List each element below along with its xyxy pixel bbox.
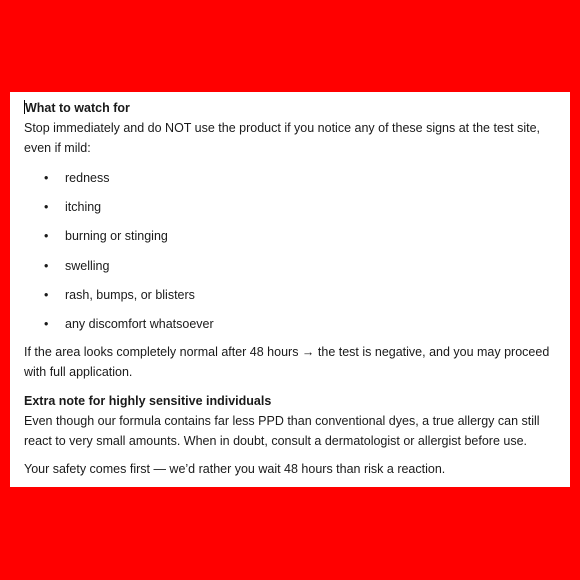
list-item: • rash, bumps, or blisters <box>24 280 556 309</box>
note-heading: Extra note for highly sensitive individuals <box>24 394 272 409</box>
intro-paragraph: Stop immediately and do NOT use the product if you notice any of these signs at the test site, even if mild: <box>24 121 541 155</box>
watch-heading-text: What to watch for <box>25 101 130 115</box>
note-paragraph: Even though our formula contains far less PPD than conventional dyes, a true allergy can still react to very small amounts. When in doubt, consult a dermatologist or allergist before use. <box>24 414 540 449</box>
closing-paragraph: Your safety comes first — we’d rather you wait 48 hours than risk a reaction. <box>24 462 446 477</box>
watch-heading <box>24 98 556 118</box>
list-item: • swelling <box>24 251 556 280</box>
result-paragraph: If the area looks completely normal after 48 hours → the test is negative, and you may proceed with full application. <box>24 345 550 380</box>
list-item: • itching <box>24 192 556 221</box>
document-page[interactable] <box>10 92 570 487</box>
signs-list <box>24 163 556 338</box>
list-item: • redness <box>24 163 556 192</box>
list-item: • burning or stinging <box>24 221 556 250</box>
list-item: • any discomfort whatsoever <box>24 309 556 338</box>
